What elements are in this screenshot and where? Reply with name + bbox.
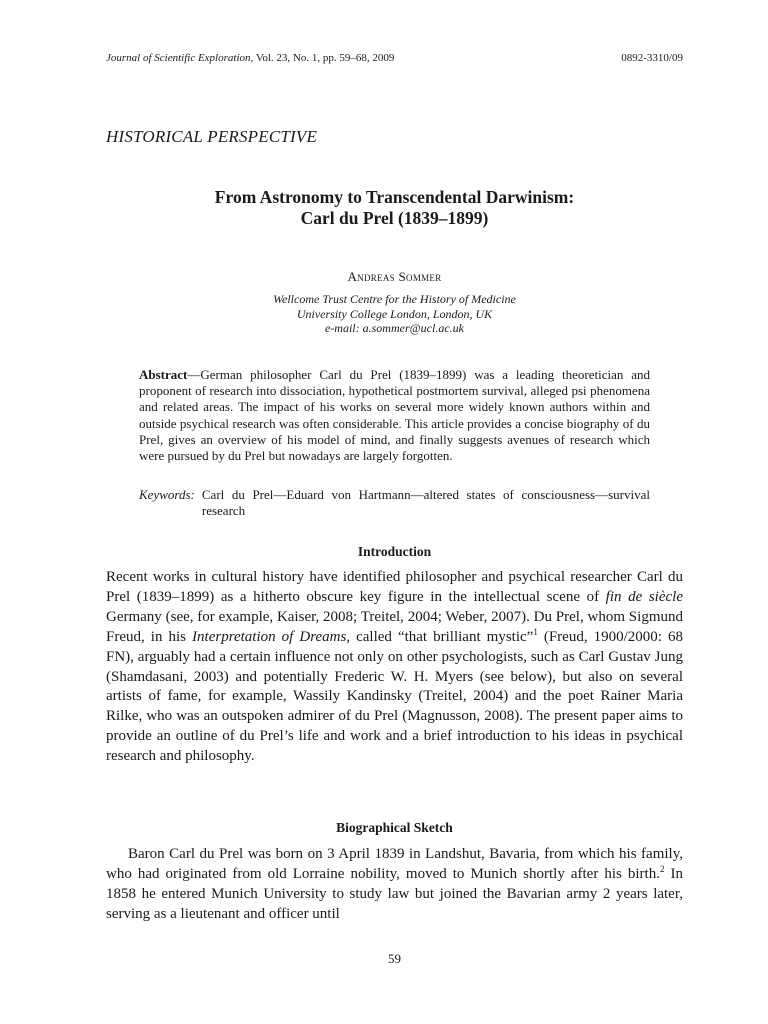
author-affiliation [106, 292, 683, 336]
section-label: HISTORICAL PERSPECTIVE [106, 127, 318, 146]
page-number: 59 [388, 951, 401, 966]
title-line-1: From Astronomy to Transcendental Darwinism: [214, 187, 575, 207]
intro-italic-1: fin de siècle [605, 588, 683, 605]
intro-text-1: Recent works in cultural history have identified philosopher and psychical researcher Carl du Prel (1839–1899) as a hitherto obscure key figure in the intellectual scene of [106, 569, 683, 605]
intro-text-2: Germany (see, for example, Kaiser, 2008; Treitel, 2004; Weber, 2007). Du Prel, whom Sigmund Freud, in his [106, 608, 683, 645]
issn: 0892-3310/09 [621, 52, 683, 64]
affiliation-line-1: Wellcome Trust Centre for the History of Medicine [273, 292, 516, 306]
author-name: Andreas Sommer [347, 269, 442, 284]
introduction-paragraph [106, 568, 683, 767]
keywords-text: Carl du Prel—Eduard von Hartmann—altered states of consciousness—survival research [201, 487, 650, 519]
volume-info: , Vol. 23, No. 1, pp. 59–68, 2009 [250, 52, 395, 64]
keywords-label-text: Keywords [139, 487, 191, 502]
paper-title [106, 187, 683, 229]
intro-text-3: , called “that brilliant mystic” [346, 628, 534, 645]
keywords [139, 487, 650, 519]
heading-biographical-sketch: Biographical Sketch [336, 820, 453, 835]
intro-italic-2: Interpretation of Dreams [192, 628, 347, 645]
affiliation-line-2: University College London, London, UK [296, 306, 493, 321]
intro-text-4: (Freud, 1900/2000: 68 FN), arguably had a certain influence not only on other psychologists, such as Carl Gustav Jung (Shamdasani, 2003) and potentially Frederic W. H. Myers (see below), but also on several artists of fame, for example, Wassily Kandinsky (Treitel, 2004) and the poet Rainer Maria Rilke, who was an outspoken admirer of du Prel (Magnusson, 2008). The present paper aims to provide an outline of du Prel’s life and work and a brief introduction to his ideas in psychical research and philosophy. [106, 628, 683, 765]
abstract-text: —German philosopher Carl du Prel (1839–1899) was a leading theoretician and proponent of research into dissociation, hypothetical postmortem survival, alleged psi phenomena and related areas. The impact of his works on several more widely known authors within and outside psychical research was often considerable. This article provides a concise biography of du Prel, gives an overview of his model of mind, and finally suggests avenues of research which were pursued by du Prel but nowadays are largely forgotten. [139, 367, 650, 464]
title-line-2: Carl du Prel (1839–1899) [300, 208, 489, 228]
footnote-ref-1[interactable]: 1 [533, 626, 538, 637]
footnote-ref-2[interactable]: 2 [659, 863, 665, 874]
bio-text-1: Baron Carl du Prel was born on 3 April 1839 in Landshut, Bavaria, from which his family, who had originated from old Lorraine nobility, moved to Munich shortly after his birth. [106, 846, 683, 882]
biography-paragraph [106, 845, 683, 925]
bio-text-2: In 1858 he entered Munich University to study law but joined the Bavarian army 2 years later, serving as a lieutenant and officer until [106, 865, 683, 922]
abstract [139, 367, 650, 464]
heading-introduction: Introduction [357, 544, 432, 559]
author-email: e-mail: a.sommer@ucl.ac.uk [324, 321, 464, 335]
running-head [106, 52, 683, 64]
journal-citation [106, 52, 394, 64]
abstract-label: Abstract [139, 367, 188, 382]
journal-name: Journal of Scientific Exploration [106, 52, 251, 64]
keywords-label: Keywords: [139, 487, 195, 502]
